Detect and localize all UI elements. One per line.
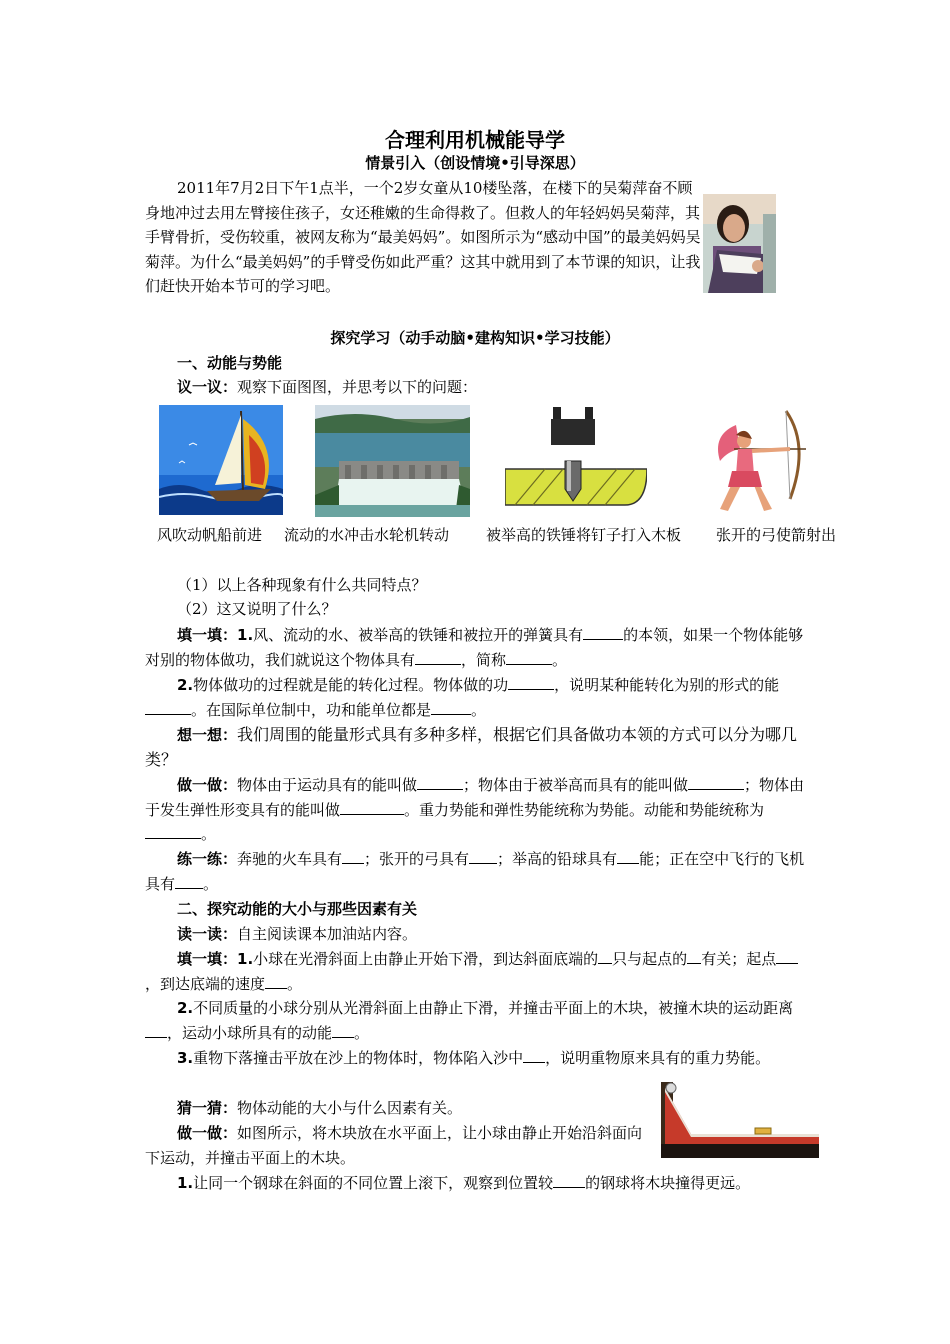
do2-text: 如图所示，将木块放在水平面上，让小球由静止开始沿斜面向下运动，并撞击平面上的木块。 xyxy=(145,1124,643,1167)
fill-block-1 xyxy=(145,623,807,672)
practice-text-e: 。 xyxy=(203,874,219,893)
fill1-label: 填一填： xyxy=(177,626,238,644)
think-block xyxy=(145,723,807,772)
fill3-text-c: 有关；起点 xyxy=(701,950,777,968)
intro-paragraph: 2011年7月2日下午1点半，一个2岁女童从10楼坠落，在楼下的吴菊萍奋不顾身地冲过去用左臂接住孩子，女还稚嫩的生命得救了。但救人的年轻妈妈吴菊萍，其手臂骨折，受伤较重，被网友称为“最美妈妈”。如图所示为“感动中国”的最美妈妈吴菊萍。为什么“最美妈妈”的手臂受伤如此严重？这其中就用到了本节课的知识，让我们赶快开始本节可的学习吧。 xyxy=(145,179,701,295)
guess-label: 猜一猜： xyxy=(177,1099,238,1117)
blank[interactable] xyxy=(598,948,612,964)
last-text-a: 让同一个钢球在斜面的不同位置上滚下，观察到位置较 xyxy=(193,1174,554,1192)
last-block xyxy=(145,1171,807,1196)
practice-text-a: 奔驰的火车具有 xyxy=(237,850,343,868)
intro-heading: 情景引入（创设情境•引导深思） xyxy=(365,154,585,172)
blank[interactable] xyxy=(145,1022,167,1038)
do1-text-a: 物体由于运动具有的能叫做 xyxy=(237,776,418,794)
explore-heading: 探究学习（动手动脑•建构知识•学习技能） xyxy=(330,329,620,347)
fill-block-3 xyxy=(145,947,807,996)
page-title: 合理利用机械能导学 xyxy=(385,128,565,152)
practice-text-d: 能；正在空中飞行的飞机具有 xyxy=(145,850,805,893)
hammer-nail-image xyxy=(505,405,647,517)
do1-text-d: 。重力势能和弹性势能统称为势能。动能和势能统称为 xyxy=(404,800,765,819)
blank[interactable] xyxy=(145,699,191,715)
blank[interactable] xyxy=(417,774,463,790)
do1-text-b: ；物体由于被举高而具有的能叫做 xyxy=(463,776,689,794)
think-text: 我们周围的能量形式具有多种多样，根据它们具备做功本领的方式可以分为哪几类？ xyxy=(145,725,798,769)
blank[interactable] xyxy=(469,848,497,864)
fill3-num: 1. xyxy=(237,950,254,968)
blank[interactable] xyxy=(617,848,639,864)
practice-text-b: ；张开的弓具有 xyxy=(364,850,470,868)
fill3-label: 填一填： xyxy=(177,950,238,968)
dam-image xyxy=(315,405,470,517)
fill1-text-a: 风、流动的水、被举高的铁锤和被拉开的弹簧具有 xyxy=(253,626,584,644)
fill5-text-c: 。 xyxy=(755,1049,771,1067)
blank[interactable] xyxy=(332,1022,354,1038)
fill2-text-a: 物体做功的过程就是能的转化过程。物体做的功 xyxy=(193,676,509,694)
fill2-num: 2. xyxy=(177,676,194,694)
practice-text-c: ；举高的铅球具有 xyxy=(497,850,618,868)
fill1-num: 1. xyxy=(237,626,254,644)
discuss-label: 议一议： xyxy=(177,378,238,396)
practice-block xyxy=(145,847,807,896)
read-text: 自主阅读课本加油站内容。 xyxy=(237,925,418,943)
fill-block-5 xyxy=(145,1046,807,1071)
fill2-text-b: ，说明某种能转化为别的形式的能 xyxy=(554,676,780,694)
fill4-text-b: ，运动小球所具有的动能 xyxy=(167,1023,333,1042)
fill5-text-b: ，说明重物原来具有的重力势能 xyxy=(545,1049,756,1067)
blank[interactable] xyxy=(265,973,287,989)
archer-image xyxy=(706,405,808,519)
do-block-1 xyxy=(145,773,807,847)
fill4-text-c: 。 xyxy=(354,1023,370,1042)
section2-heading: 二、探究动能的大小与那些因素有关 xyxy=(177,900,418,918)
caption-dam: 流动的水冲击水轮机转动 xyxy=(284,526,450,544)
fill1-text-b: 的本领，如果一个物体能够对别的物体做功，我们就说这个物体具有 xyxy=(145,626,804,669)
practice-label: 练一练： xyxy=(177,850,238,868)
do1-text-e: 。 xyxy=(201,825,217,843)
fill3-text-d: ，到达底端的速度 xyxy=(145,974,266,993)
sailboat-image xyxy=(159,405,283,515)
fill4-num: 2. xyxy=(177,999,194,1017)
fill2-text-c: 。在国际单位制中，功和能单位都是 xyxy=(191,700,432,719)
last-num: 1. xyxy=(177,1174,194,1192)
last-text-b: 的钢球将木块撞得更远。 xyxy=(585,1174,751,1192)
blank[interactable] xyxy=(687,948,701,964)
fill3-text-e: 。 xyxy=(287,974,303,993)
caption-archer: 张开的弓使箭射出 xyxy=(716,526,837,544)
caption-hammer: 被举高的铁锤将钉子打入木板 xyxy=(486,526,682,544)
fill4-text-a: 不同质量的小球分别从光滑斜面上由静止下滑，并撞击平面上的木块，被撞木块的运动距离 xyxy=(193,999,794,1017)
question-2: （2）这又说明了什么？ xyxy=(177,600,337,618)
think-label: 想一想： xyxy=(177,726,238,744)
blank[interactable] xyxy=(415,649,461,665)
caption-sailboat: 风吹动帆船前进 xyxy=(157,526,263,544)
fill3-text-a: 小球在光滑斜面上由静止开始下滑，到达斜面底端的 xyxy=(253,950,599,968)
blank[interactable] xyxy=(508,674,554,690)
read-block xyxy=(145,922,807,947)
blank[interactable] xyxy=(688,774,744,790)
blank[interactable] xyxy=(553,1172,585,1188)
fill-block-4 xyxy=(145,996,807,1045)
fill1-text-d: 。 xyxy=(552,650,568,669)
section1-heading: 一、动能与势能 xyxy=(177,354,283,372)
do1-text-c: ；物体由于发生弹性形变具有的能叫做 xyxy=(145,776,805,819)
discuss-line xyxy=(177,375,797,400)
do1-label: 做一做： xyxy=(177,776,238,794)
guess-text: 物体动能的大小与什么因素有关。 xyxy=(237,1099,463,1117)
blank[interactable] xyxy=(342,848,364,864)
blank[interactable] xyxy=(175,873,203,889)
blank[interactable] xyxy=(340,799,404,815)
blank[interactable] xyxy=(776,948,798,964)
mother-photo xyxy=(703,194,776,293)
fill1-text-c: ，简称 xyxy=(461,650,507,669)
fill3-text-b: 只与起点的 xyxy=(612,950,688,968)
do2-label: 做一做： xyxy=(177,1124,238,1142)
discuss-text: 观察下面图图，并思考以下的问题： xyxy=(237,378,478,396)
blank[interactable] xyxy=(523,1047,545,1063)
blank[interactable] xyxy=(506,649,552,665)
incline-image xyxy=(661,1082,819,1158)
fill2-text-d: 。 xyxy=(471,700,487,719)
question-1: （1）以上各种现象有什么共同特点？ xyxy=(177,576,427,594)
read-label: 读一读： xyxy=(177,925,238,943)
do-block-2 xyxy=(145,1121,647,1170)
fill5-text-a: 重物下落撞击平放在沙上的物体时，物体陷入沙中 xyxy=(193,1049,524,1067)
fill-block-2 xyxy=(145,673,807,722)
blank[interactable] xyxy=(145,823,201,839)
fill5-num: 3. xyxy=(177,1049,194,1067)
blank[interactable] xyxy=(583,624,623,640)
blank[interactable] xyxy=(431,699,471,715)
guess-block xyxy=(145,1096,645,1121)
